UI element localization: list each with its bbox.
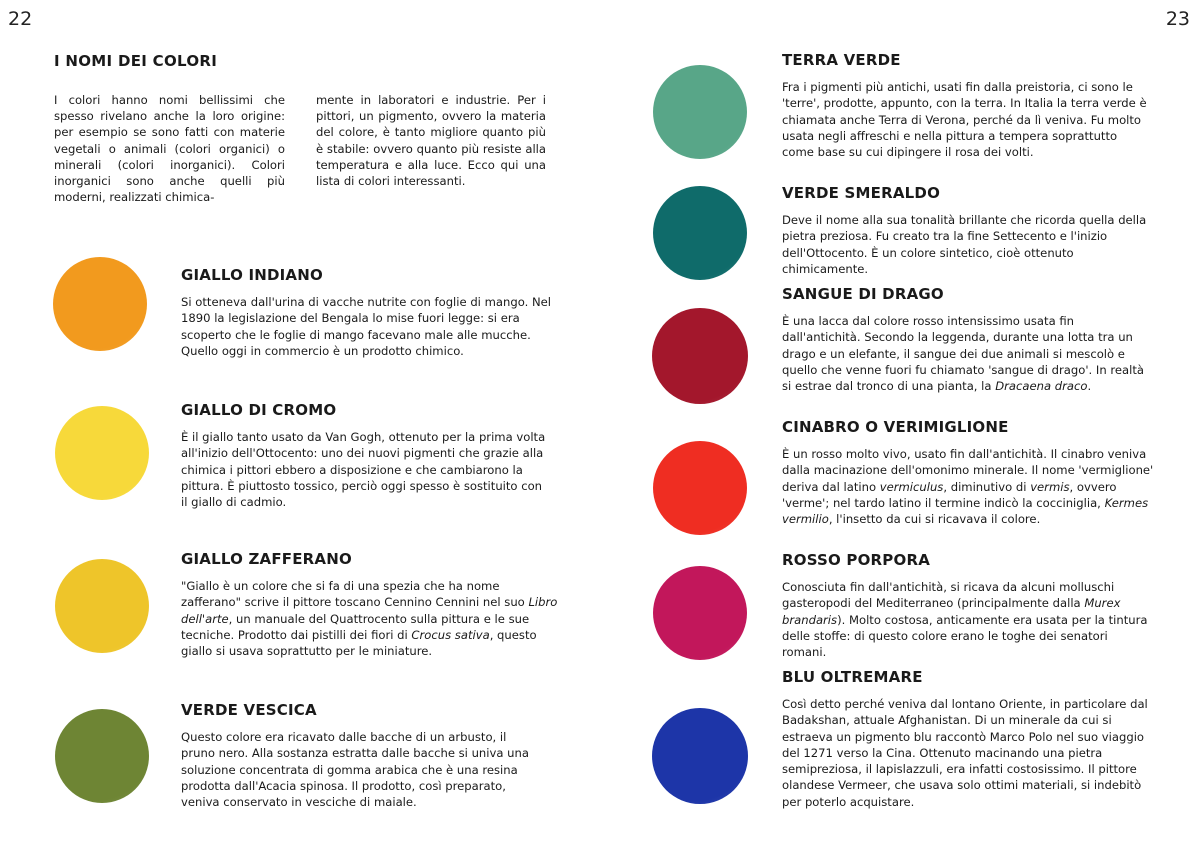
swatch-verde-vescica [55,709,149,803]
italic-term: Murex brandaris [782,596,1121,627]
color-entry-rosso-porpora [782,551,1154,660]
color-entry-blu-oltremare [782,668,1154,810]
swatch-terra-verde [653,65,747,159]
color-entry-terra-verde [782,51,1152,160]
color-description [782,579,1154,660]
description-text: Conosciuta fin dall'antichità, si ricava da alcuni molluschi gasteropodi del Mediterraneo (principalmente dalla [782,580,1115,611]
color-name: VERDE SMERALDO [782,184,941,202]
description-text: Fra i pigmenti più antichi, usati fin dalla preistoria, ci sono le 'terre', prodotte, appunto, con la terra. In Italia la terra verde è chiamata anche Terra di Verona, perché da lì veniva. Fu molto usata negli affreschi e nella pittura a tempera soprattutto come base su cui dipingere il rosa dei volti. [782,80,1147,160]
color-entry-cinabro-o-verimiglione [782,418,1154,527]
page-number-right: 23 [1165,8,1190,30]
color-name: ROSSO PORPORA [782,551,931,569]
italic-term: Kermes vermilio [782,495,1149,527]
color-description [782,79,1152,160]
description-text: . [1087,379,1092,394]
color-description [181,294,551,359]
color-name: TERRA VERDE [782,51,901,69]
swatch-giallo-indiano [53,257,147,351]
italic-term: vermiculus [879,479,944,494]
description-text: , questo giallo si usava soprattutto per le miniature. [181,627,537,659]
color-name: BLU OLTREMARE [782,668,923,686]
color-description [782,212,1152,277]
color-name: SANGUE DI DRAGO [782,285,944,303]
swatch-sangue-di-drago [652,308,748,404]
italic-term: Libro dell'arte [181,595,558,626]
description-text: , l'insetto da cui si ricavava il colore. [828,512,1041,527]
description-text: , un manuale del Quattrocento sulla pittura e le sue tecniche. Prodotto dai pistilli dei fiori di [181,611,530,642]
swatch-verde-smeraldo [653,186,747,280]
swatch-cinabro-o-verimiglione [653,441,747,535]
color-name: GIALLO DI CROMO [181,401,337,419]
italic-term: Crocus sativa [411,627,490,642]
italic-term: Dracaena draco [995,379,1088,394]
color-entry-sangue-di-drago [782,285,1154,394]
color-description [782,696,1154,810]
page-number-left: 22 [8,8,33,30]
swatch-giallo-di-cromo [55,406,149,500]
color-description [181,729,541,810]
italic-term: vermis [1030,479,1070,494]
description-text: Si otteneva dall'urina di vacche nutrite con foglie di mango. Nel 1890 la legislazione del Bengala lo mise fuori legge: si era scoperto che le foglie di mango facevano male alle mucche. Quello oggi in commercio è un prodotto chimico. [181,295,551,358]
swatch-giallo-zafferano [55,559,149,653]
description-text: Così detto perché veniva dal lontano Oriente, in particolare dal Badakshan, attuale Afghanistan. Di un minerale da cui si estraeva un pigmento blu raccontò Marco Polo nel suo viaggio del 1271 verso la Cina. Ottenuto macinando una pietra semipreziosa, il lapislazzuli, era infatti costosissimo. Il pittore olandese Vermeer, che usava solo ottimi materiali, si indebitò per poterlo acquistare. [782,697,1148,809]
color-description [181,578,561,659]
description-text: ). Molto costosa, anticamente era usata per la tintura delle stoffe: di questo colore erano le toghe dei senatori romani. [782,612,1148,660]
description-text: , ovvero 'verme'; nel tardo latino il termine indicò la cocciniglia, [782,479,1117,510]
description-text: , diminutivo di [943,479,1031,494]
swatch-blu-oltremare [652,708,748,804]
color-entry-giallo-zafferano [181,550,561,659]
swatch-rosso-porpora [653,566,747,660]
color-name: GIALLO INDIANO [181,266,323,284]
intro-column-2: mente in laboratori e industrie. Per i pittori, un pigmento, ovvero la materia del colore, è tanto migliore quanto più è stabile: ovvero quanto più resiste alla temperatura e alla luce. Ecco qui una lista di colori interessanti. [316,93,546,189]
color-description [782,446,1154,527]
color-name: CINABRO O VERIMIGLIONE [782,418,1009,436]
description-text: "Giallo è un colore che si fa di una spezia che ha nome zafferano" scrive il pittore toscano Cennino Cennini nel suo [181,579,529,610]
color-entry-giallo-indiano [181,266,551,359]
page-title: I NOMI DEI COLORI [54,52,218,70]
description-text: Deve il nome alla sua tonalità brillante che ricorda quella della pietra preziosa. Fu creato tra la fine Settecento e l'inizio dell'Ottocento. È un colore sintetico, cioè ottenuto chimicamente. [782,213,1147,276]
color-name: VERDE VESCICA [181,701,317,719]
color-entry-verde-smeraldo [782,184,1152,277]
color-description [782,313,1154,394]
intro-column-1: I colori hanno nomi bellissimi che spesso rivelano anche la loro origine: per esempio se sono fatti con materie vegetali o animali (colori organici) o minerali (colori inorganici). Colori inorganici sono anche quelli più moderni, realizzati chimica- [54,93,285,205]
color-name: GIALLO ZAFFERANO [181,550,352,568]
color-description [181,429,551,510]
description-text: È una lacca dal colore rosso intensissimo usata fin dall'antichità. Secondo la leggenda, durante una lotta tra un drago e un elefante, il sangue dei due animali si mescolò e quello che venne fuori fu chiamato 'sangue di drago'. In realtà si estrae dal tronco di una pianta, la [782,314,1144,394]
color-entry-giallo-di-cromo [181,401,551,510]
color-entry-verde-vescica [181,701,541,810]
description-text: È un rosso molto vivo, usato fin dall'antichità. Il cinabro veniva dalla macinazione dell'omonimo minerale. Il nome 'vermiglione' deriva dal latino [782,447,1154,494]
description-text: Questo colore era ricavato dalle bacche di un arbusto, il pruno nero. Alla sostanza estratta dalle bacche si univa una soluzione concentrata di gomma arabica che è una resina prodotta dall'Acacia spinosa. Il prodotto, così preparato, veniva conservato in vesciche di maiale. [181,730,529,810]
description-text: È il giallo tanto usato da Van Gogh, ottenuto per la prima volta all'inizio dell'Ottocento: uno dei nuovi pigmenti che grazie alla chimica i pittori ebbero a disposizione e che cambiarono la pittura. È piuttosto tossico, perciò oggi spesso è sostituito con il giallo di cadmio. [181,430,546,510]
